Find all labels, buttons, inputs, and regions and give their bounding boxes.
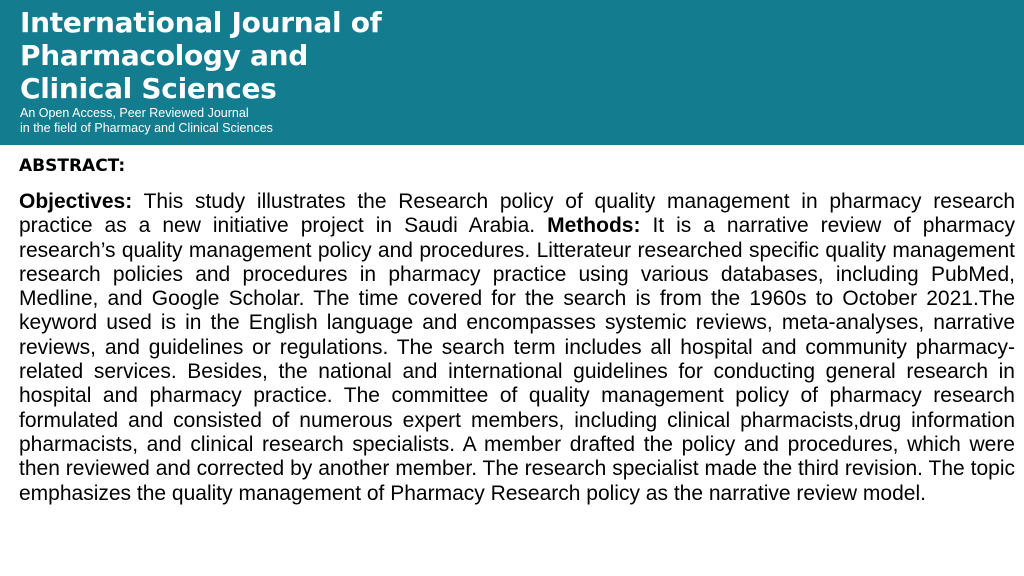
journal-tagline [20, 106, 620, 136]
journal-title-line: Clinical Sciences [20, 72, 277, 105]
objectives-label: Objectives: [19, 190, 133, 213]
journal-title-line: Pharmacology and [20, 39, 309, 72]
methods-label: Methods: [547, 214, 641, 238]
abstract-heading: ABSTRACT: [19, 156, 126, 176]
journal-title-line: International Journal of [20, 6, 382, 39]
tagline-line: in the field of Pharmacy and Clinical Sciences [20, 121, 273, 135]
objectives-text: This study illustrates the Research policy of quality management in pharmacy research practice as a new initiative project in Saudi Arabia. [19, 190, 1015, 238]
journal-banner [0, 0, 1024, 145]
tagline-line: An Open Access, Peer Reviewed Journal [20, 106, 249, 120]
journal-title [20, 6, 620, 105]
abstract-body [19, 190, 1015, 506]
methods-text: It is a narrative review of pharmacy research’s quality management policy and procedures. Litterateur researched specific quality management research policies and procedures in pharmacy practice using various databases, including PubMed, Medline, and Google Scholar. The time covered for the search is from the 1960s to October 2021.The keyword used is in the English language and encompasses systemic reviews, meta-analyses, narrative reviews, and guidelines or regulations. The search term includes all hospital and community pharmacy-related services. Besides, the national and international guidelines for conducting general research in hospital and pharmacy practice. The committee of quality management policy of pharmacy research formulated and consisted of numerous expert members, including clinical pharmacists,drug information pharmacists, and clinical research specialists. A member drafted the policy and procedures, which were then reviewed and corrected by another member. The research specialist made the third revision. The topic emphasizes the quality management of Pharmacy Research policy as the narrative review model. [19, 214, 1015, 505]
